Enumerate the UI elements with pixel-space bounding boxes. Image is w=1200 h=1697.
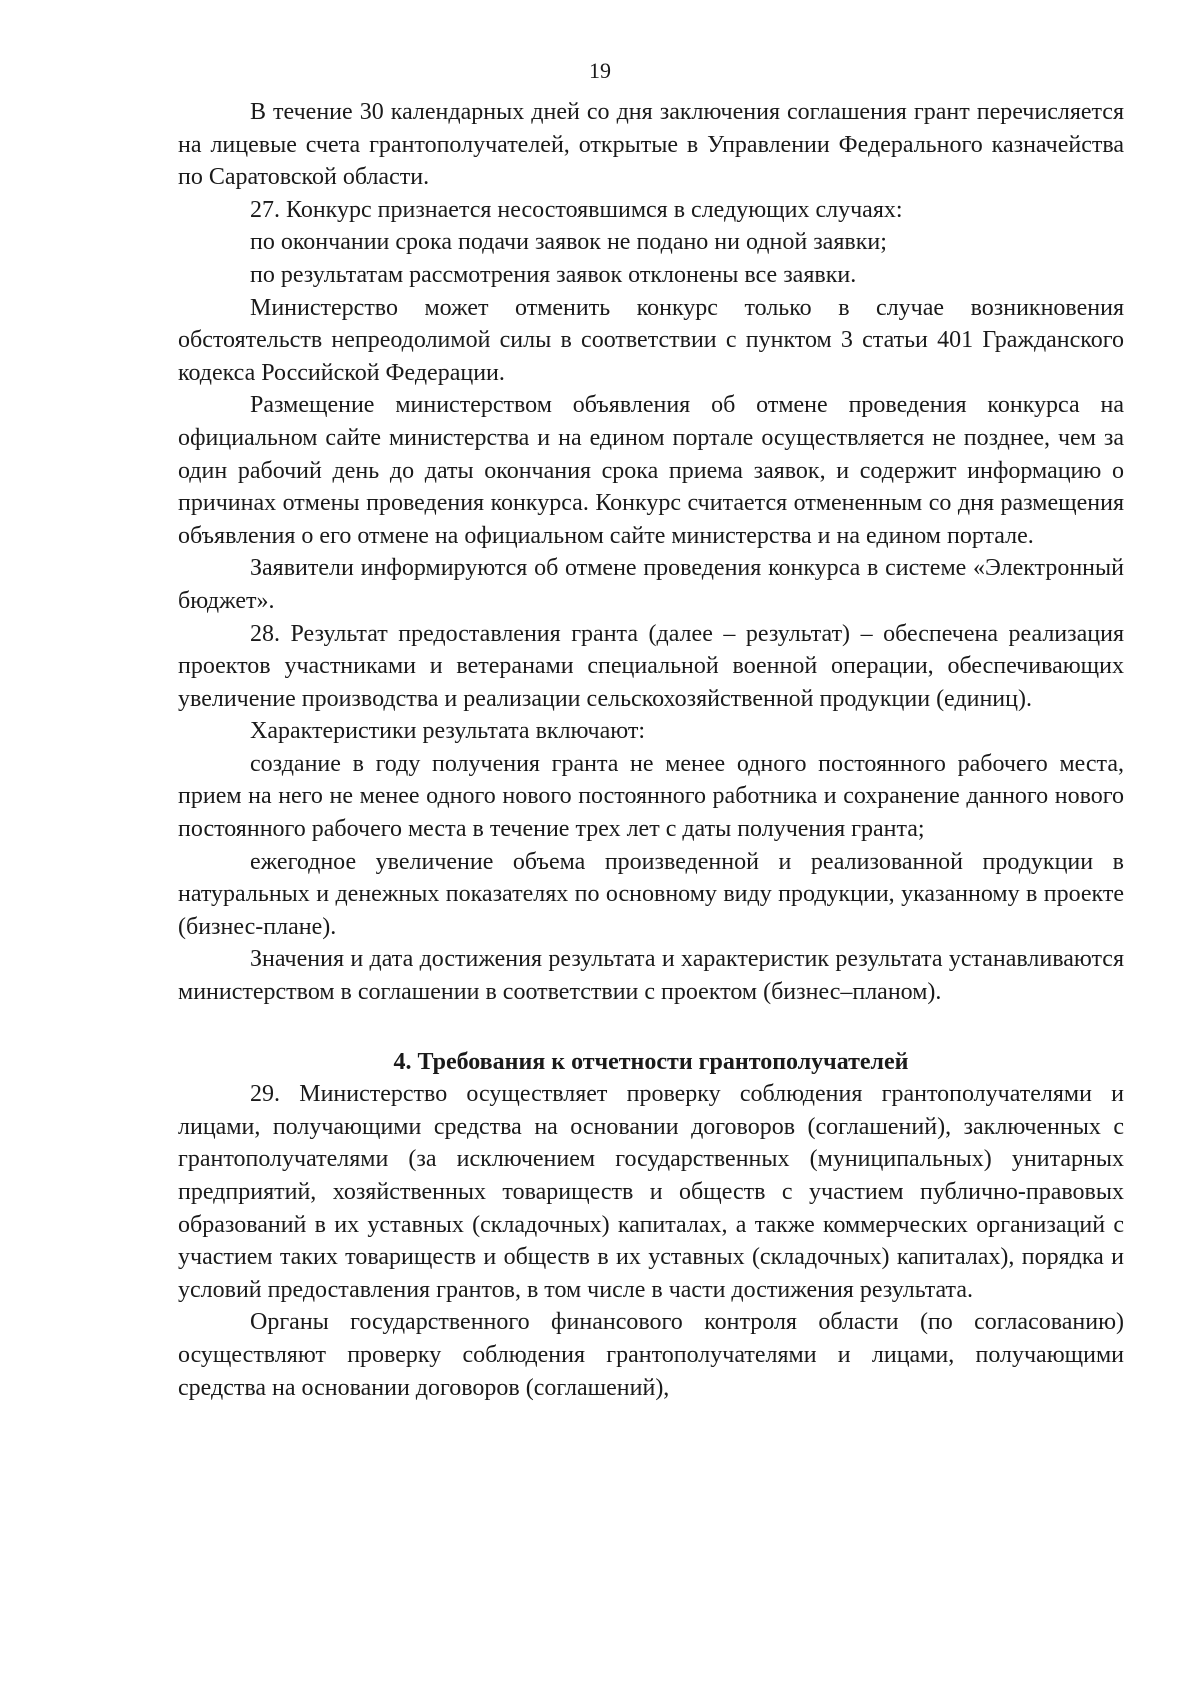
paragraph-29-compliance-check: 29. Министерство осуществляет проверку соблюдения грантополучателями и лицами, получающими средства на основании договоров (соглашений), заключенных с грантополучателями (за исключением государственных (муниципальных) унитарных предприятий, хозяйственных товариществ и обществ с участием публично-правовых образований в их уставных (складочных) капиталах, а также коммерческих организаций с участием таких товариществ и обществ в их уставных (складочных) капиталах), порядка и условий предоставления грантов, в том числе в части достижения результата.	[178, 1081, 1124, 1303]
section-gap	[178, 1009, 1124, 1046]
paragraph-no-applications: по окончании срока подачи заявок не подано ни одной заявки;	[250, 229, 887, 256]
paragraph-result-characteristics: Характеристики результата включают:	[250, 718, 646, 745]
paragraph-28-grant-result: 28. Результат предоставления гранта (далее – результат) – обеспечена реализация проектов участниками и ветеранами специальной военной операции, обеспечивающих увеличение производства и реализации сельскохозяйственной продукции (единиц).	[178, 620, 1124, 712]
paragraph-cancellation-notice: Размещение министерством объявления об отмене проведения конкурса на официальном сайте министерства и на едином портале осуществляется не позднее, чем за один рабочий день до даты окончания срока приема заявок, и содержит информацию о причинах отмены проведения конкурса. Конкурс считается отмененным со дня размещения объявления о его отмене на официальном сайте министерства и на едином портале.	[178, 392, 1124, 549]
paragraph-force-majeure: Министерство может отменить конкурс только в случае возникновения обстоятельств непреодолимой силы в соответствии с пунктом 3 статьи 401 Гражданского кодекса Российской Федерации.	[178, 294, 1124, 386]
paragraph-grant-transfer: В течение 30 календарных дней со дня заключения соглашения грант перечисляется на лицевые счета грантополучателей, открытые в Управлении Федерального казначейства по Саратовской области.	[178, 99, 1124, 191]
paragraph-all-rejected: по результатам рассмотрения заявок отклонены все заявки.	[250, 261, 857, 288]
document-body	[178, 96, 1124, 1404]
section-heading: 4. Требования к отчетности грантополучателей	[393, 1048, 909, 1075]
page-number: 19	[589, 58, 611, 83]
paragraph-job-creation: создание в году получения гранта не менее одного постоянного рабочего места, прием на него не менее одного нового постоянного работника и сохранение данного нового постоянного рабочего места в течение трех лет с даты получения гранта;	[178, 750, 1124, 843]
paragraph-27-contest-failed: 27. Конкурс признается несостоявшимся в следующих случаях:	[250, 196, 903, 223]
paragraph-financial-control: Органы государственного финансового контроля области (по согласованию) осуществляют проверку соблюдения грантополучателями и лицами, получающими средства на основании договоров (соглашений),	[178, 1309, 1124, 1401]
paragraph-applicants-informed: Заявители информируются об отмене проведения конкурса в системе «Электронный бюджет».	[178, 555, 1124, 614]
paragraph-production-increase: ежегодное увеличение объема произведенной и реализованной продукции в натуральных и денежных показателях по основному виду продукции, указанному в проекте (бизнес-плане).	[178, 848, 1124, 940]
paragraph-result-values: Значения и дата достижения результата и характеристик результата устанавливаются министерством в соглашении в соответствии с проектом (бизнес–планом).	[178, 946, 1124, 1006]
